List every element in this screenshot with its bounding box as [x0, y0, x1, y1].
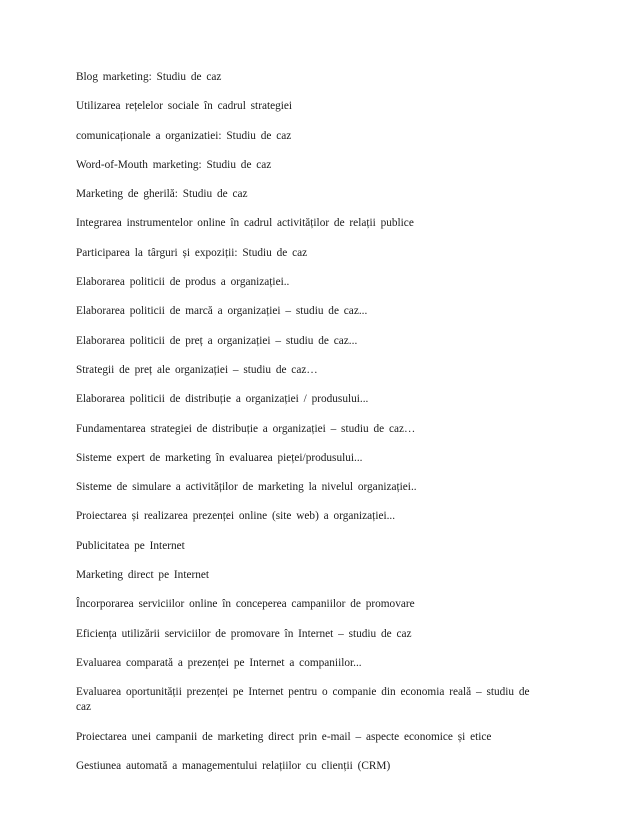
topic-item: Utilizarea rețelelor sociale în cadrul strategiei [76, 100, 293, 113]
topic-item: Strategii de preț ale organizației – studiu de caz… [76, 363, 318, 376]
topic-item: Gestiunea automată a managementului relațiilor cu clienții (CRM) [76, 759, 391, 772]
topic-item: Marketing direct pe Internet [76, 569, 210, 582]
topic-item: Blog marketing: Studiu de caz [76, 71, 222, 83]
topic-item: Sisteme de simulare a activităților de marketing la nivelul organizației.. [76, 481, 417, 494]
topic-item: Integrarea instrumentelor online în cadrul activităților de relații publice [76, 217, 414, 230]
topic-item: Elaborarea politicii de produs a organizației.. [76, 276, 290, 289]
topic-item: Fundamentarea strategiei de distribuție a organizației – studiu de caz… [76, 422, 416, 435]
topic-item: Evaluarea comparată a prezenței pe Internet a companiilor... [76, 656, 362, 669]
topic-item: Eficiența utilizării serviciilor de promovare în Internet – studiu de caz [76, 627, 412, 640]
topic-item: Elaborarea politicii de preț a organizației – studiu de caz... [76, 334, 358, 347]
topic-item: Word-of-Mouth marketing: Studiu de caz [76, 158, 272, 171]
topic-item: Elaborarea politicii de marcă a organizației – studiu de caz... [76, 305, 368, 318]
topic-list [76, 70, 534, 788]
topic-item: Încorporarea serviciilor online în conceperea campaniilor de promovare [76, 598, 415, 611]
topic-item: Participarea la târguri și expoziții: Studiu de caz [76, 246, 308, 259]
topic-item: Evaluarea oportunității prezenței pe Internet pentru o companie din economia reală – studiu de caz [76, 686, 530, 714]
topic-item: Marketing de gherilă: Studiu de caz [76, 188, 248, 201]
topic-item: Publicitatea pe Internet [76, 539, 185, 552]
topic-item: Elaborarea politicii de distribuție a organizației / produsului... [76, 393, 369, 406]
topic-item: Proiectarea și realizarea prezenței online (site web) a organizației... [76, 510, 396, 523]
topic-item: comunicaționale a organizatiei: Studiu de caz [76, 129, 292, 142]
topic-item: Proiectarea unei campanii de marketing direct prin e-mail – aspecte economice și etice [76, 730, 492, 743]
topic-item: Sisteme expert de marketing în evaluarea pieței/produsului... [76, 451, 363, 464]
